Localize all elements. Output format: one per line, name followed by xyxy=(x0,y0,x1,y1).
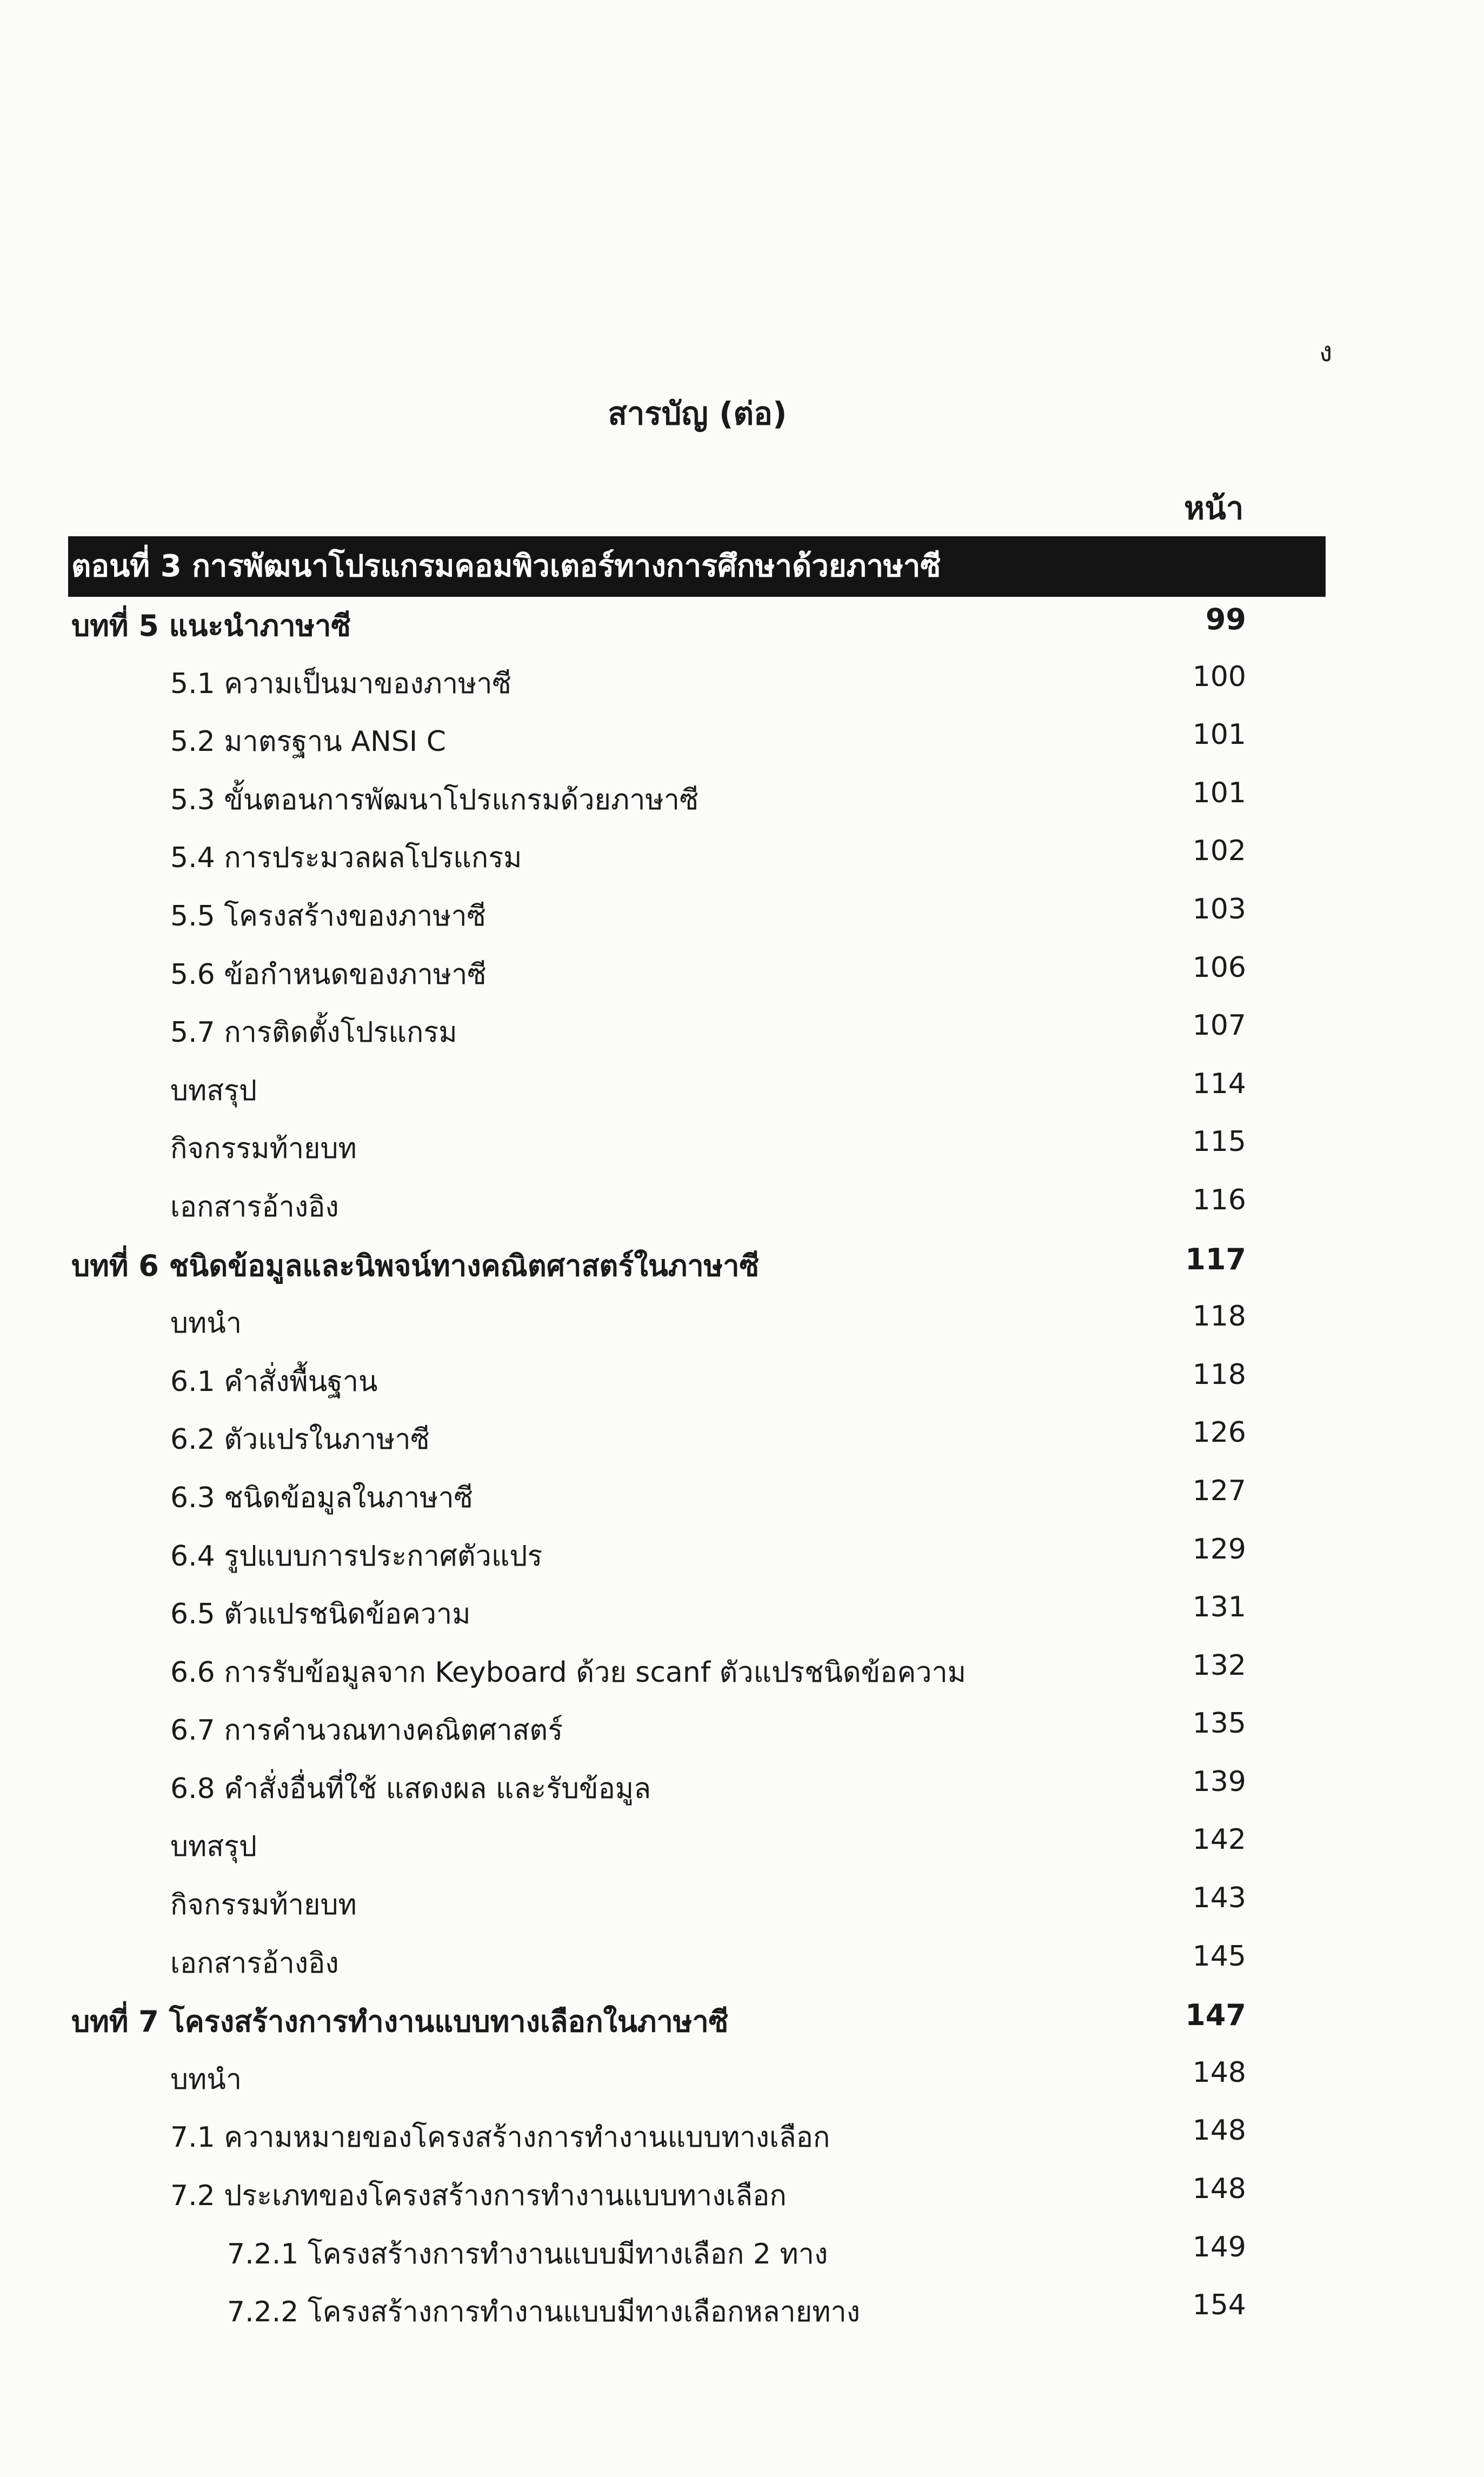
toc-entry-page: 145 xyxy=(1192,1940,1246,1973)
toc-entry-page: 148 xyxy=(1192,2056,1246,2089)
toc-section-row xyxy=(0,1818,1484,1876)
toc-entry-label: 7.2 ประเภทของโครงสร้างการทำงานแบบทางเลือก xyxy=(170,2180,787,2213)
toc-entry-page: 131 xyxy=(1192,1591,1246,1624)
toc-entry-page: 100 xyxy=(1192,660,1246,693)
toc-entry-label: 6.8 คำสั่งอื่นที่ใช้ แสดงผล และรับข้อมูล xyxy=(170,1772,651,1805)
toc-entry-page: 114 xyxy=(1192,1067,1246,1100)
toc-entry-page: 106 xyxy=(1192,951,1246,984)
toc-section-row xyxy=(0,1295,1484,1353)
toc-entry-label: 5.5 โครงสร้างของภาษาซี xyxy=(170,900,486,933)
toc-entry-page: 148 xyxy=(1192,2173,1246,2206)
toc-entry-label: 6.6 การรับข้อมูลจาก Keyboard ด้วย scanf ตัวแปรชนิดข้อความ xyxy=(170,1656,966,1689)
toc-entry-page: 101 xyxy=(1192,776,1246,809)
toc-entry-page: 143 xyxy=(1192,1882,1246,1915)
toc-section-row xyxy=(0,655,1484,714)
toc-section-row xyxy=(0,1062,1484,1121)
toc-section-row xyxy=(0,1411,1484,1469)
toc-entry-label: 7.2.2 โครงสร้างการทำงานแบบมีทางเลือกหลายทาง xyxy=(227,2296,861,2329)
toc-entry-page: 117 xyxy=(1185,1242,1246,1276)
toc-entry-page: 147 xyxy=(1185,1998,1246,2033)
toc-entry-label: 6.2 ตัวแปรในภาษาซี xyxy=(170,1423,430,1456)
toc-entry-label: 5.2 มาตรฐาน ANSI C xyxy=(170,725,447,758)
toc-entry-page: 149 xyxy=(1192,2230,1246,2263)
table-of-contents xyxy=(0,597,1484,2342)
toc-entry-label: บทที่ 5 แนะนำภาษาซี xyxy=(71,609,351,643)
toc-entry-page: 148 xyxy=(1192,2114,1246,2147)
toc-entry-label: 6.5 ตัวแปรชนิดข้อความ xyxy=(170,1598,471,1631)
toc-entry-page: 115 xyxy=(1192,1126,1246,1158)
toc-chapter-row xyxy=(0,1237,1484,1295)
page-number-marker: ง xyxy=(1319,336,1333,368)
toc-entry-label: 7.2.1 โครงสร้างการทำงานแบบมีทางเลือก 2 ทาง xyxy=(227,2238,828,2270)
toc-entry-label: บทนำ xyxy=(170,2063,242,2096)
toc-entry-label: 7.1 ความหมายของโครงสร้างการทำงานแบบทางเลือก xyxy=(170,2121,830,2154)
toc-section-row xyxy=(0,1004,1484,1062)
toc-subsection-row xyxy=(0,2283,1484,2342)
toc-entry-page: 135 xyxy=(1192,1707,1246,1740)
toc-entry-page: 129 xyxy=(1192,1533,1246,1566)
toc-section-row xyxy=(0,1586,1484,1644)
toc-entry-label: 6.3 ชนิดข้อมูลในภาษาซี xyxy=(170,1481,473,1514)
toc-entry-page: 101 xyxy=(1192,718,1246,751)
toc-entry-label: 5.3 ขั้นตอนการพัฒนาโปรแกรมด้วยภาษาซี xyxy=(170,783,699,816)
toc-section-row xyxy=(0,829,1484,888)
toc-section-row xyxy=(0,771,1484,830)
toc-section-row xyxy=(0,713,1484,771)
page-title: สารบัญ (ต่อ) xyxy=(608,395,787,432)
toc-entry-page: 154 xyxy=(1192,2289,1246,2322)
toc-section-row xyxy=(0,2109,1484,2167)
toc-entry-label: กิจกรรมท้ายบท xyxy=(170,1133,357,1166)
toc-entry-label: 6.1 คำสั่งพื้นฐาน xyxy=(170,1365,378,1398)
toc-section-row xyxy=(0,1702,1484,1760)
toc-entry-label: บทนำ xyxy=(170,1307,242,1340)
toc-section-row xyxy=(0,1178,1484,1237)
toc-entry-label: กิจกรรมท้ายบท xyxy=(170,1889,357,1922)
toc-section-row xyxy=(0,2051,1484,2109)
toc-entry-page: 116 xyxy=(1192,1183,1246,1216)
toc-entry-page: 139 xyxy=(1192,1765,1246,1798)
toc-section-row xyxy=(0,1120,1484,1178)
toc-entry-label: 5.7 การติดตั้งโปรแกรม xyxy=(170,1016,457,1049)
toc-subsection-row xyxy=(0,2226,1484,2284)
toc-entry-page: 127 xyxy=(1192,1474,1246,1507)
toc-section-row xyxy=(0,1876,1484,1935)
toc-entry-page: 99 xyxy=(1205,602,1246,636)
toc-entry-page: 126 xyxy=(1192,1416,1246,1449)
toc-section-row xyxy=(0,1644,1484,1702)
toc-entry-label: บทที่ 7 โครงสร้างการทำงานแบบทางเลือกในภาษาซี xyxy=(71,2005,729,2039)
toc-chapter-row xyxy=(0,1993,1484,2051)
toc-entry-label: 5.1 ความเป็นมาของภาษาซี xyxy=(170,667,511,700)
toc-entry-label: 6.7 การคำนวณทางคณิตศาสตร์ xyxy=(170,1714,563,1747)
toc-entry-label: บทสรุป xyxy=(170,1830,257,1863)
toc-entry-page: 118 xyxy=(1192,1300,1246,1333)
toc-entry-page: 132 xyxy=(1192,1649,1246,1682)
toc-entry-page: 107 xyxy=(1192,1009,1246,1042)
toc-section-row xyxy=(0,946,1484,1004)
toc-entry-label: เอกสารอ้างอิง xyxy=(170,1190,339,1223)
toc-section-row xyxy=(0,888,1484,946)
toc-entry-label: 5.4 การประมวลผลโปรแกรม xyxy=(170,842,522,875)
toc-section-row xyxy=(0,1469,1484,1528)
toc-entry-page: 118 xyxy=(1192,1358,1246,1391)
toc-entry-label: เอกสารอ้างอิง xyxy=(170,1947,339,1980)
toc-entry-label: 5.6 ข้อกำหนดของภาษาซี xyxy=(170,958,487,991)
page-column-header: หน้า xyxy=(1184,490,1244,527)
part-banner: ตอนที่ 3 การพัฒนาโปรแกรมคอมพิวเตอร์ทางการศึกษาด้วยภาษาซี xyxy=(68,536,1326,597)
toc-section-row xyxy=(0,2167,1484,2226)
toc-entry-label: บทที่ 6 ชนิดข้อมูลและนิพจน์ทางคณิตศาสตร์ในภาษาซี xyxy=(71,1248,760,1283)
toc-entry-label: บทสรุป xyxy=(170,1074,257,1107)
toc-section-row xyxy=(0,1353,1484,1411)
toc-section-row xyxy=(0,1935,1484,1993)
toc-entry-label: 6.4 รูปแบบการประกาศตัวแปร xyxy=(170,1540,543,1573)
toc-entry-page: 103 xyxy=(1192,893,1246,925)
toc-section-row xyxy=(0,1528,1484,1586)
toc-chapter-row xyxy=(0,597,1484,655)
toc-section-row xyxy=(0,1760,1484,1819)
toc-entry-page: 142 xyxy=(1192,1823,1246,1856)
toc-entry-page: 102 xyxy=(1192,835,1246,868)
